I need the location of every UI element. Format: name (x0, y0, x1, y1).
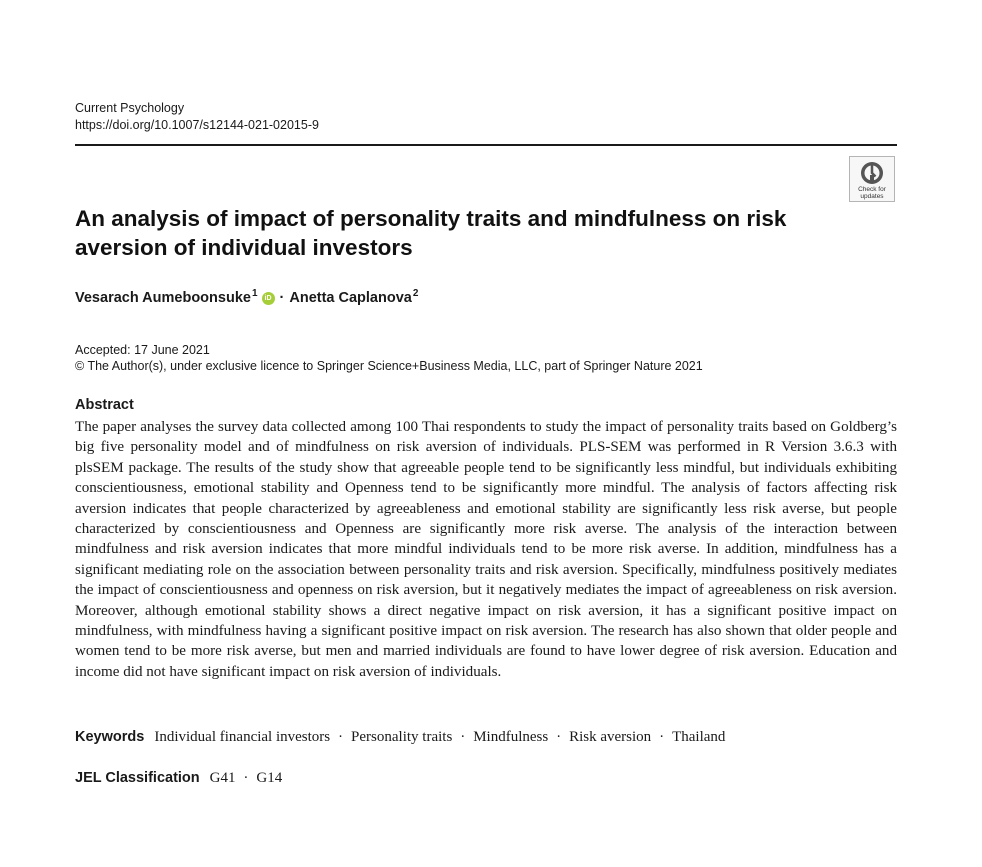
check-for-updates-icon (860, 161, 884, 185)
keyword-item[interactable]: Individual financial investors (154, 729, 331, 745)
orcid-icon[interactable]: iD (262, 292, 275, 305)
journal-header (75, 100, 319, 134)
jel-classification-line (75, 768, 282, 788)
keywords-label: Keywords (75, 729, 145, 745)
keyword-item[interactable]: Risk aversion (569, 729, 652, 745)
jel-code: G14 (256, 770, 283, 786)
jel-code: G41 (209, 770, 236, 786)
keywords-line (75, 727, 725, 747)
keyword-separator: · (338, 729, 344, 745)
copyright-notice: © The Author(s), under exclusive licence to Springer Science+Business Media, LLC, part of Springer Nature 2021 (75, 359, 703, 373)
check-for-updates-badge[interactable] (849, 156, 895, 202)
abstract-heading: Abstract (75, 397, 134, 413)
keyword-item[interactable]: Mindfulness (473, 729, 549, 745)
article-meta (75, 342, 703, 374)
doi-link[interactable]: https://doi.org/10.1007/s12144-021-02015-9 (75, 118, 319, 132)
keyword-item[interactable]: Thailand (672, 729, 726, 745)
accepted-date: Accepted: 17 June 2021 (75, 343, 210, 357)
jel-label: JEL Classification (75, 770, 200, 786)
author-separator: · (279, 290, 285, 306)
keyword-separator: · (460, 729, 466, 745)
paper-page (75, 0, 897, 867)
keyword-item[interactable]: Personality traits (351, 729, 453, 745)
author-affiliation: 2 (412, 287, 419, 299)
header-rule (75, 144, 897, 146)
check-for-updates-label: Check for updates (858, 186, 886, 200)
keyword-separator: · (556, 729, 562, 745)
keyword-separator: · (659, 729, 665, 745)
paper-title: An analysis of impact of personality traits and mindfulness on risk aversion of individual investors (75, 206, 787, 260)
abstract-text: The paper analyses the survey data collected among 100 Thai respondents to study the impact of personality traits based on Goldberg’s big five personality model and of mindfulness on risk aversion of individuals. PLS-SEM was performed in R Version 3.6.3 with plsSEM package. The results of the study show that agreeable people tend to be significantly less mindful, but individuals exhibiting conscientiousness, emotional stability and Openness tend to be significantly more mindful. The analysis of factors affecting risk aversion indicates that people characterized by agreeableness and emotional stability are significantly less risk averse, but people characterized by conscientiousness and Openness are significantly more risk averse. The analysis of the interaction between mindfulness and risk aversion indicates that more mindful individuals tend to be more risk averse. In addition, mindfulness has a significant mediating role on the association between personality traits and risk aversion. Specifically, mindfulness positively mediates the impact of conscientiousness and openness on risk aversion, but it negatively mediates the impact of agreeableness on risk aversion. Moreover, although emotional stability shows a direct negative impact on risk aversion, it has a significant positive impact on mindfulness, with mindfulness having a significant positive impact on risk aversion. The research has also shown that older people and women tend to be more risk averse, but men and married individuals are found to have lower degree of risk aversion. Education and income did not have significant impact on risk aversion of individuals. (75, 419, 897, 680)
author-list (75, 287, 419, 306)
author-affiliation: 1 (251, 287, 258, 299)
author-name[interactable]: Anetta Caplanova (289, 290, 412, 306)
author-name[interactable]: Vesarach Aumeboonsuke (75, 290, 251, 306)
jel-separator: · (243, 770, 249, 786)
journal-name: Current Psychology (75, 101, 185, 115)
